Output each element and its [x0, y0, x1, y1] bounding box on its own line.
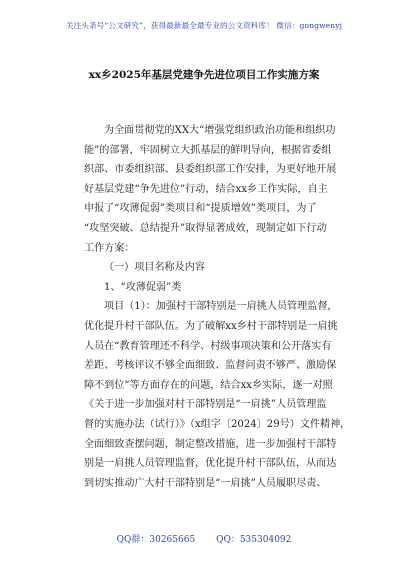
subsection-heading: 1、“攻薄促弱”类 — [104, 281, 182, 293]
footer-qq: QQ：535304092 — [216, 535, 292, 545]
header-promo-note: 关注头条号“公文研究”，获得最新最全最专业的公文资料库！ 微信：gongwenyj — [65, 21, 343, 30]
body-line: 好基层党建“争先进位”行动，结合xx乡工作实际，自主 — [84, 183, 328, 195]
body-line: 别是一肩挑人员管理监督，优化提升村干部队伍，从而达 — [84, 458, 337, 470]
footer-qq-group: QQ群：30265665 — [116, 535, 196, 545]
body-line: 为全面贯彻党的XX大“增强党组织政治功能和组织功 — [104, 125, 336, 136]
body-line: 工作方案： — [84, 242, 135, 254]
body-line: “攻坚突破、总结提升”取得显著成效，现制定如下行动 — [84, 222, 327, 234]
body-line: 到切实推动广大村干部特别是“一肩挑”人员履职尽责、 — [84, 477, 327, 489]
body-line: 督的实施办法（试行）》（x组字〔2024〕29号）文件精神， — [84, 418, 351, 430]
body-line: 全面细致查摆问题，制定整改措施，进一步加强村干部特 — [84, 438, 337, 450]
body-line: 《关于进一步加强对村干部特别是“一肩挑”人员管理监 — [84, 399, 327, 411]
body-line: 能”的部署，牢固树立大抓基层的鲜明导向，根据省委组 — [84, 144, 332, 156]
body-line: 优化提升村干部队伍。为了破解xx乡村干部特别是一肩挑 — [84, 320, 338, 332]
document-body — [84, 121, 362, 493]
body-line: 人员在“教育管理还不科学、村级事项决策和公开落实有 — [84, 340, 332, 352]
footer-contact — [0, 532, 408, 545]
body-line: 障不到位”等方面存在的问题，结合xx乡实际，逐一对照 — [84, 379, 333, 391]
body-line: 项目（1）：加强村干部特别是一肩挑人员管理监督， — [104, 301, 338, 313]
body-line: 织部、市委组织部、县委组织部工作安排，为更好地开展 — [84, 164, 337, 176]
section-heading: （一）项目名称及内容 — [104, 262, 205, 274]
body-line: 差距、考核评议不够全面细致、监督问责不够严、激励保 — [84, 360, 337, 372]
body-line: 申报了“攻薄促弱”类项目和“提质增效”类项目，为了 — [84, 203, 317, 215]
document-title: xx乡2025年基层党建争先进位项目工作实施方案 — [88, 69, 320, 81]
